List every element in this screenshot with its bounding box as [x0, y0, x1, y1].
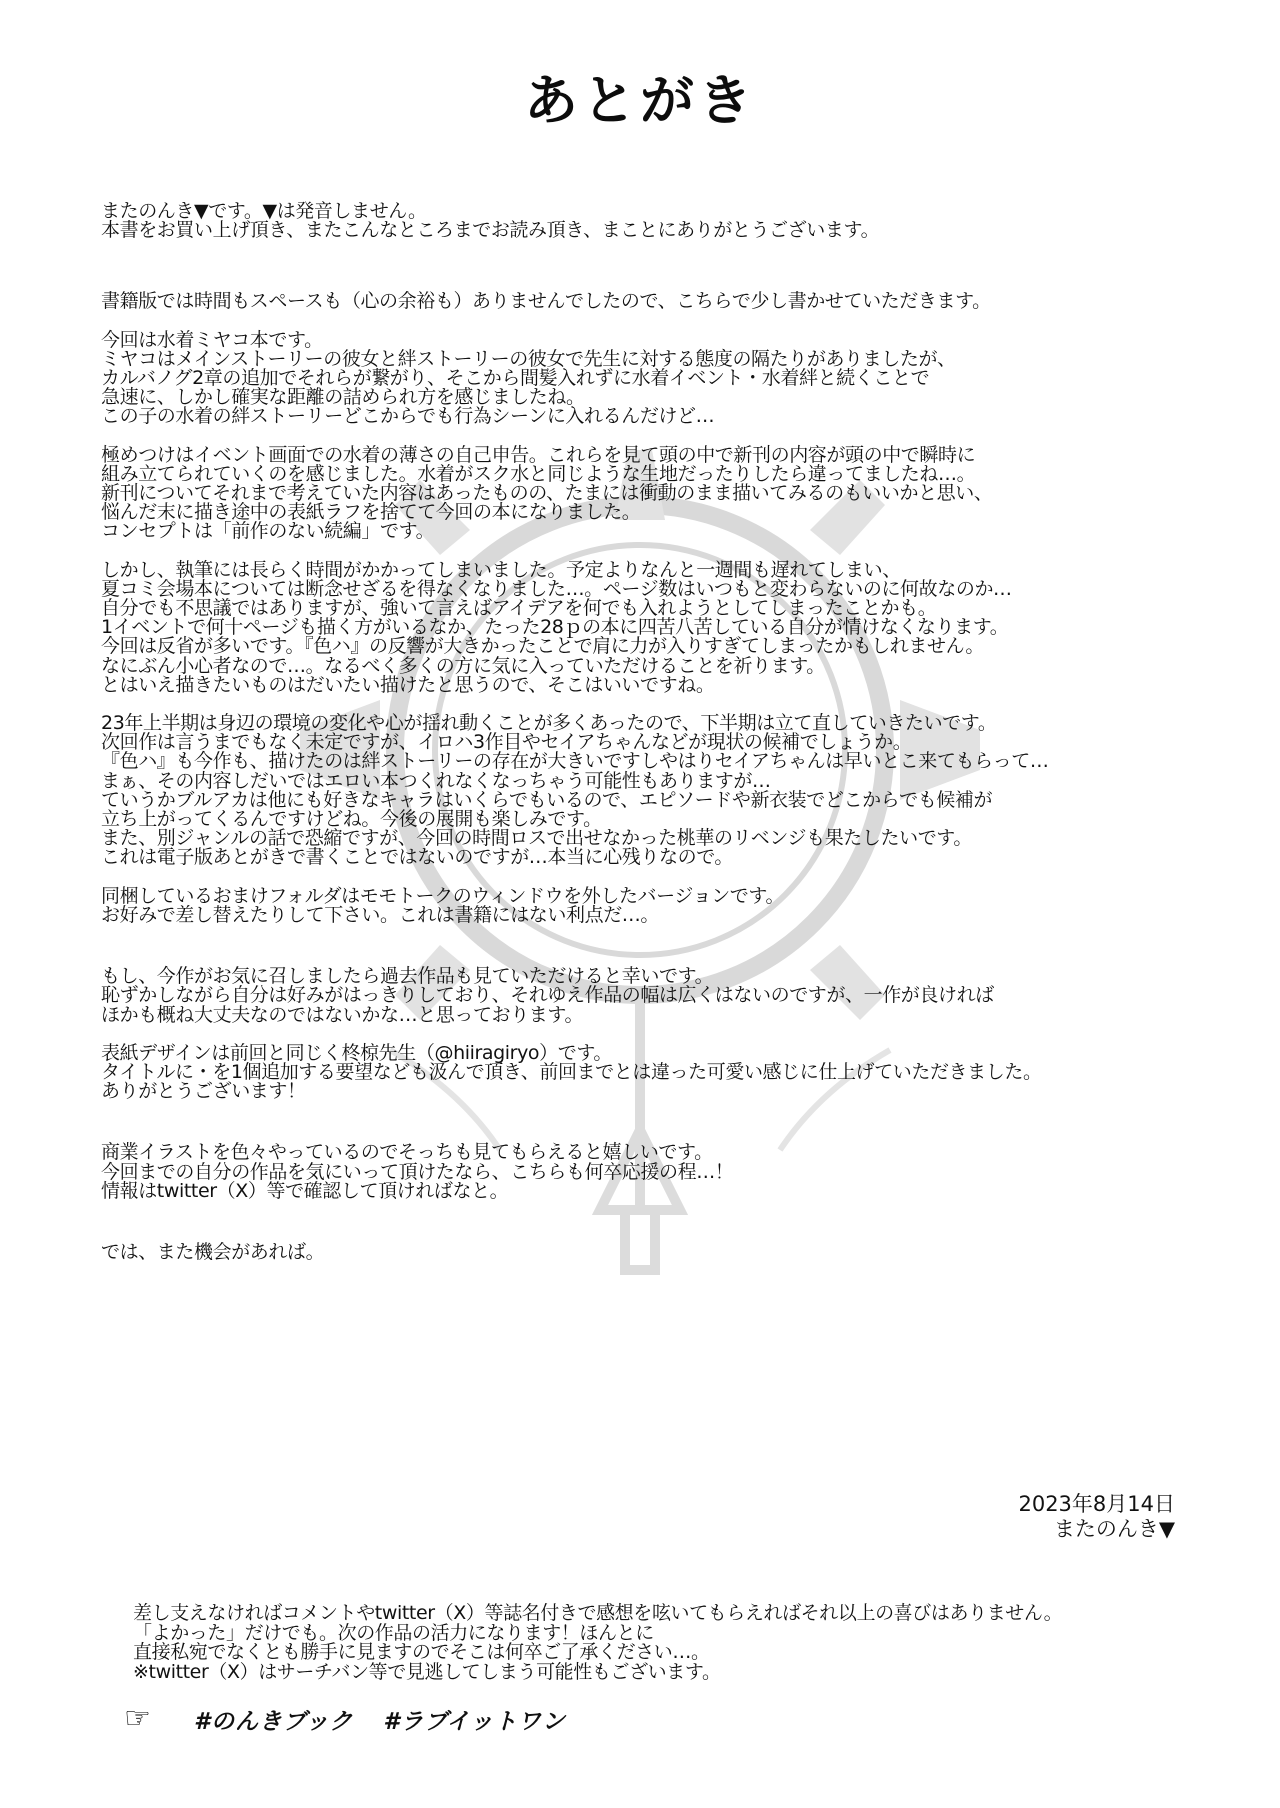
paragraph: [101, 1240, 1201, 1263]
text-line: またのんき▼です。▼は発音しません。: [101, 200, 427, 222]
signature-author: またのんき▼: [1053, 1517, 1175, 1541]
text-line: 急速に、しかし確実な距離の詰められ方を感じましたね。: [101, 386, 585, 409]
text-line: ていうかブルアカは他にも好きなキャラはいくらでもいるので、エピソードや新衣装でどこからでも候補が: [101, 788, 993, 811]
text-line: お好みで差し替えたりして下さい。これは書籍にはない利点だ…。: [101, 903, 660, 926]
text-line: もし、今作がお気に召しましたら過去作品も見ていただけると幸いです。: [101, 965, 714, 988]
text-line: 同梱しているおまけフォルダはモモトークのウィンドウを外したバージョンです。: [101, 884, 785, 907]
text-line: タイトルに・を1個追加する要望なども汲んで頂き、前回までとは違った可愛い感じに仕上げていただきました。: [101, 1060, 1042, 1083]
text-line: 悩んだ末に描き途中の表紙ラフを捨てて今回の本になりました。: [101, 501, 641, 524]
footnote-line: 直接私宛でなくとも勝手に見ますのでそこは何卒ご了承ください…。: [133, 1641, 710, 1663]
text-line: 1イベントで何十ページも描く方がいるなか、たった28ｐの本に四苦八苦している自分が情けなくなります。: [101, 616, 1009, 639]
paragraph: [101, 292, 1201, 311]
afterword-body: [101, 202, 1201, 1262]
text-line: 『色ハ』も今作も、描けたのは絆ストーリーの存在が大きいですしやはりセイアちゃんは早いとこ来てもらって…: [101, 750, 1049, 773]
text-line: 表紙デザインは前回と同じく柊椋先生（@hiiragiryo）です。: [101, 1041, 613, 1064]
text-line: この子の水着の絆ストーリーどこからでも行為シーンに入れるんだけど…: [101, 405, 715, 428]
text-line: 書籍版では時間もスペースも（心の余裕も）ありませんでしたので、こちらで少し書かせていただきます。: [101, 290, 991, 313]
text-line: 本書をお買い上げ頂き、またこんなところまでお読み頂き、まことにありがとうございます。: [101, 219, 880, 242]
hashtag-nonki-book: #のんきブック: [194, 1708, 354, 1735]
paragraph: [101, 328, 1201, 428]
text-line: 立ち上がってくるんですけどね。今後の展開も楽しみです。: [101, 808, 602, 831]
text-line: カルバノグ2章の追加でそれらが繋がり、そこから間髪入れずに水着イベント・水着絆と続くことで: [101, 367, 930, 390]
text-line: 今回までの自分の作品を気にいって頂けたなら、こちらも何卒応援の程…！: [101, 1160, 734, 1183]
text-line: 組み立てられていくのを感じました。水着がスク水と同じような生地だったりしたら違ってましたね…。: [101, 462, 976, 485]
paragraph: [101, 1143, 1201, 1201]
text-line: 23年上半期は身辺の環境の変化や心が揺れ動くことが多くあったので、下半期は立て直していきたいです。: [101, 712, 997, 735]
text-line: ミヤコはメインストーリーの彼女と絆ストーリーの彼女で先生に対する態度の隔たりがありましたが、: [101, 347, 956, 370]
signature: [1018, 1492, 1175, 1542]
text-line: しかし、執筆には長らく時間がかかってしまいました。予定よりなんと一週間も遅れてしまい、: [101, 558, 901, 581]
paragraph: [101, 1041, 1201, 1103]
footnote-line: 「よかった」だけでも。次の作品の活力になります！ほんとに: [133, 1621, 654, 1644]
text-line: 恥ずかしながら自分は好みがはっきりしており、それゆえ作品の幅は広くはないのですが、一作が良ければ: [101, 984, 994, 1007]
text-line: コンセプトは「前作のない続編」です。: [101, 520, 435, 543]
text-line: とはいえ描きたいものはだいたい描けたと思うので、そこはいいですね。: [101, 673, 715, 696]
paragraph: [101, 714, 1201, 868]
paragraph: [101, 558, 1201, 696]
page-title: あとがき: [524, 68, 756, 132]
text-line: 自分でも不思議ではありますが、強いて言えばアイデアを何でも入れようとしてしまったことかも。: [101, 597, 937, 620]
text-line: 夏コミ会場本については断念せざるを得なくなりました…。ページ数はいつもと変わらないのに何故なのか…: [101, 577, 1012, 600]
text-line: ありがとうございます！: [101, 1080, 306, 1103]
paragraph: [101, 202, 1201, 240]
text-line: 極めつけはイベント画面での水着の薄さの自己申告。これらを見て頭の中で新刊の内容が頭の中で瞬時に: [101, 443, 976, 466]
text-line: 今回は水着ミヤコ本です。: [101, 328, 323, 351]
footnote: [133, 1604, 1062, 1682]
text-line: 今回は反省が多いです。『色ハ』の反響が大きかったことで肩に力が入りすぎてしまったかもしれません。: [101, 635, 984, 658]
text-line: 商業イラストを色々やっているのでそっちも見てもらえると嬉しいです。: [101, 1141, 713, 1164]
paragraph: [101, 443, 1201, 543]
paragraph: [101, 967, 1201, 1025]
text-line: まぁ、その内容しだいではエロい本つくれなくなっちゃう可能性もありますが…: [101, 769, 771, 792]
text-line: 情報はtwitter（X）等で確認して頂ければなと。: [101, 1179, 509, 1202]
text-line: また、別ジャンルの話で恐縮ですが、今回の時間ロスで出せなかった桃華のリベンジも果たしたいです。: [101, 827, 972, 850]
text-line: では、また機会があれば。: [101, 1240, 325, 1263]
footnote-line: 差し支えなければコメントやtwitter（X）等誌名付きで感想を呟いてもらえればそれ以上の喜びはありません。: [133, 1602, 1063, 1624]
hashtag-row: [124, 1702, 596, 1736]
text-line: ほかも概ね大丈夫なのではないかな…と思っております。: [101, 1003, 584, 1026]
paragraph: [101, 884, 1201, 926]
pointing-hand-icon: ☞: [124, 1701, 151, 1736]
hashtag-love-it-one: #ラブイットワン: [383, 1708, 566, 1735]
footnote-line: ※twitter（X）はサーチバン等で見逃してしまう可能性もございます。: [133, 1660, 721, 1683]
text-line: 次回作は言うまでもなく未定ですが、イロハ3作目やセイアちゃんなどが現状の候補でしょうか。: [101, 731, 912, 754]
signature-date: 2023年8月14日: [1018, 1492, 1175, 1516]
text-line: なにぶん小心者なので…。なるべく多くの方に気に入っていただけることを祈ります。: [101, 654, 825, 677]
text-line: 新刊についてそれまで考えていた内容はあったものの、たまには衝動のまま描いてみるのもいいかと思い、: [101, 482, 993, 505]
text-line: これは電子版あとがきで書くことではないのですが…本当に心残りなので。: [101, 846, 734, 869]
